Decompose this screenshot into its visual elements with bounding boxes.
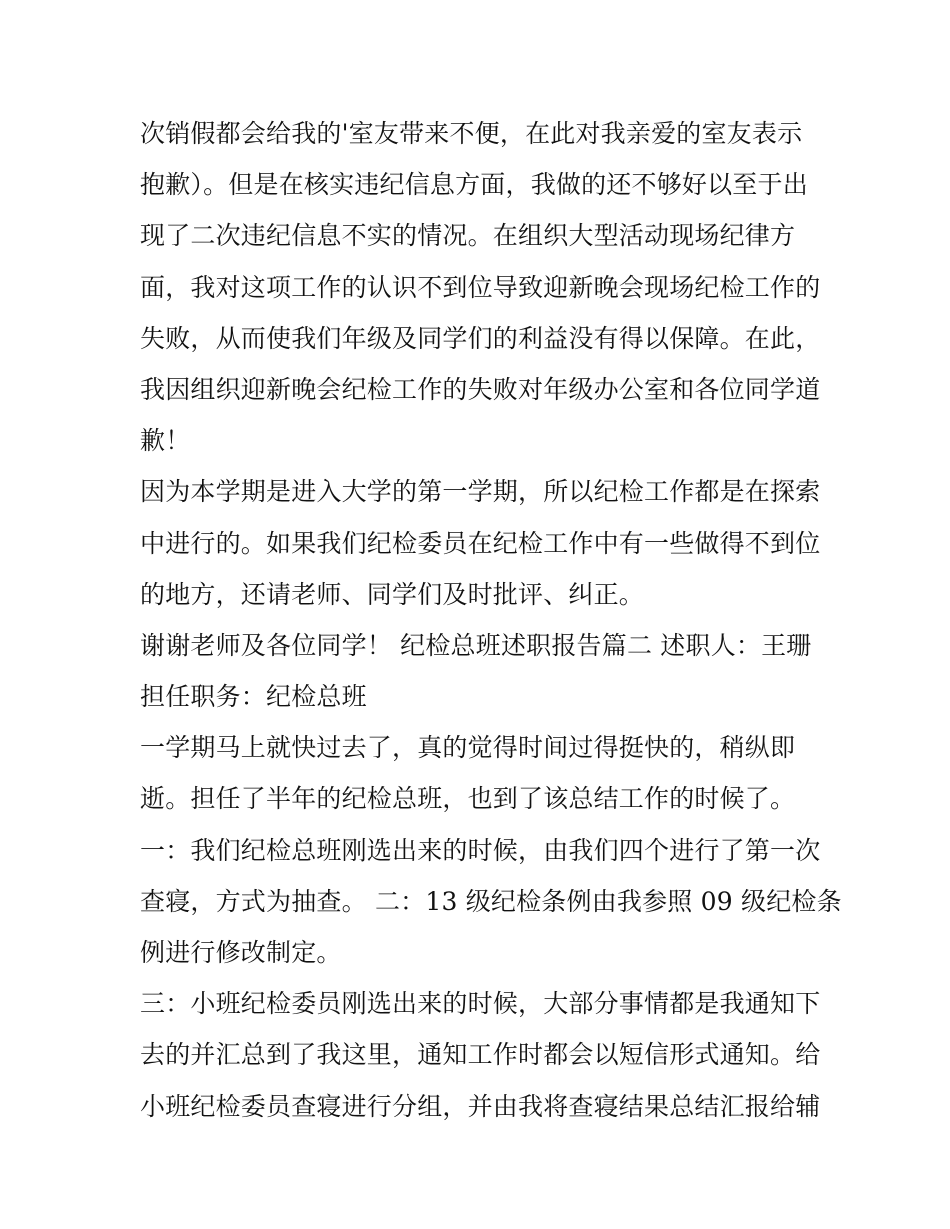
- text-line: 担任职务：纪检总班: [140, 682, 367, 712]
- document-body: [140, 108, 842, 1132]
- text-line: 因为本学期是进入大学的第一学期，所以纪检工作都是在探索: [140, 477, 821, 507]
- text-line: 一学期马上就快过去了，真的觉得时间过得挺快的，稍纵即: [140, 733, 796, 763]
- text-line: 查寝，方式为抽查。 二：13 级纪检条例由我参照 09 级纪检条: [140, 886, 842, 916]
- text-line: 中进行的。如果我们纪检委员在纪检工作中有一些做得不到位: [140, 528, 821, 558]
- text-line: 去的并汇总到了我这里，通知工作时都会以短信形式通知。给: [140, 1040, 821, 1070]
- text-line: 面，我对这项工作的认识不到位导致迎新晚会现场纪检工作的: [140, 272, 821, 302]
- text-line: 我因组织迎新晚会纪检工作的失败对年级办公室和各位同学道: [140, 374, 821, 404]
- text-line: 小班纪检委员查寝进行分组，并由我将查寝结果总结汇报给辅: [140, 1091, 821, 1121]
- text-line: 逝。担任了半年的纪检总班，也到了该总结工作的时候了。: [140, 784, 796, 814]
- text-line: 失败，从而使我们年级及同学们的利益没有得以保障。在此，: [140, 323, 821, 353]
- text-line: 例进行修改制定。: [140, 938, 342, 967]
- text-line: 抱歉）。但是在核实违纪信息方面，我做的还不够好以至于出: [140, 170, 808, 200]
- text-line: 的地方，还请老师、同学们及时批评、纠正。: [140, 579, 645, 609]
- text-line: 一：我们纪检总班刚选出来的时候，由我们四个进行了第一次: [140, 835, 821, 865]
- text-line: 歉！: [140, 426, 191, 456]
- text-line: 谢谢老师及各位同学！ 纪检总班述职报告篇二 述职人：王珊: [140, 630, 812, 660]
- text-line: 次销假都会给我的'室友带来不便，在此对我亲爱的室友表示: [140, 119, 803, 148]
- text-line: 三：小班纪检委员刚选出来的时候，大部分事情都是我通知下: [140, 989, 821, 1019]
- text-line: 现了二次违纪信息不实的情况。在组织大型活动现场纪律方: [140, 221, 796, 251]
